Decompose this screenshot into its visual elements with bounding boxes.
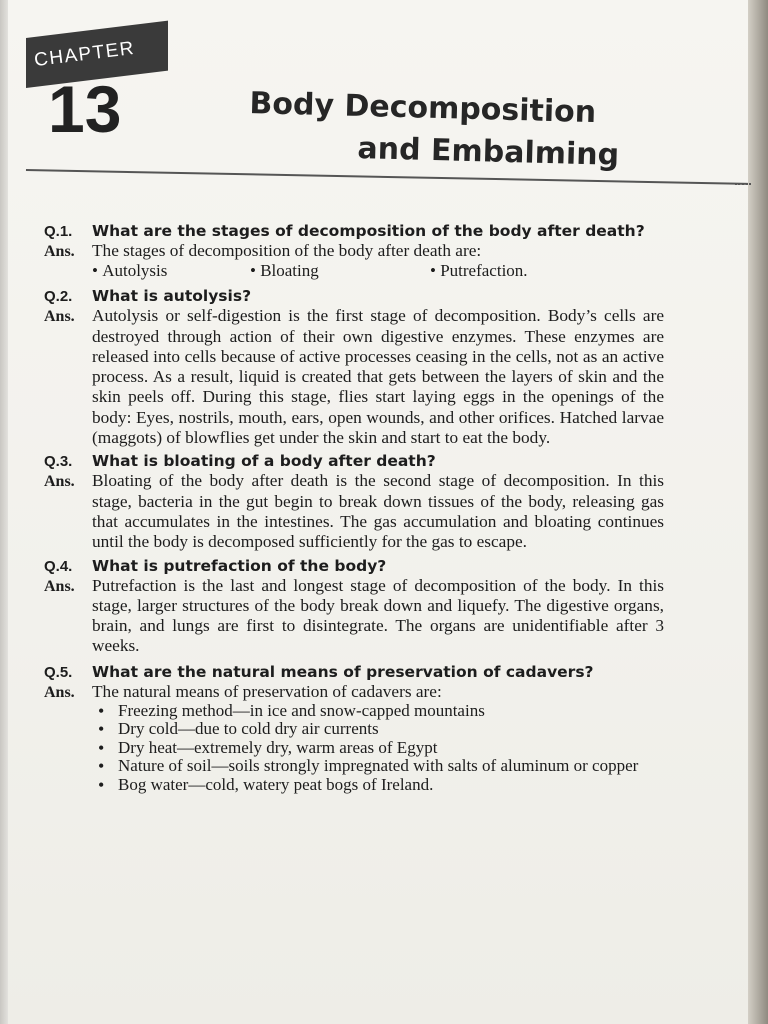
question-row	[44, 222, 664, 241]
question-label: Q.5.	[44, 663, 73, 681]
bullet-list	[92, 702, 664, 794]
qa-block-3	[44, 452, 664, 552]
qa-block-1	[44, 222, 664, 281]
question-row	[44, 287, 664, 306]
title-divider	[26, 169, 748, 185]
chapter-number: 13	[48, 72, 122, 146]
answer-label: Ans.	[44, 308, 75, 326]
answer-label: Ans.	[44, 243, 75, 260]
list-item: • Dry heat—extremely dry, warm areas of Egypt	[92, 739, 664, 757]
answer-text: Bloating of the body after death is the second stage of decomposition. In this stage, bacteria in the gut begin to break down tissues of the body, releasing gas that accumulates in the intestines. The gas accumulation and bloating continues until the body is decomposed sufficiently for the gas to escape.	[92, 471, 664, 552]
chapter-label: CHAPTER	[33, 37, 137, 72]
list-item: • Nature of soil—soils strongly impregnated with salts of aluminum or copper	[92, 757, 664, 775]
list-item: • Autolysis	[92, 261, 168, 281]
answer-label: Ans.	[44, 577, 75, 595]
list-item: • Putrefaction.	[430, 261, 528, 281]
question-text: What is putrefaction of the body?	[92, 556, 387, 575]
answer-label: Ans.	[44, 473, 75, 491]
question-row	[44, 452, 664, 471]
question-text: What are the stages of decomposition of the body after death?	[92, 222, 645, 240]
chapter-title-line-1: Body Decomposition	[249, 86, 597, 131]
qa-block-4	[44, 557, 664, 657]
qa-content	[44, 222, 664, 794]
qa-block-5	[44, 663, 664, 794]
question-text: What is autolysis?	[92, 287, 252, 306]
inline-bullet-list	[92, 261, 664, 281]
question-row	[44, 557, 664, 576]
list-item: • Bloating	[250, 261, 319, 281]
answer-row	[44, 241, 664, 281]
list-item: • Bog water—cold, watery peat bogs of Ireland.	[92, 776, 664, 794]
answer-row	[44, 306, 664, 448]
question-label: Q.3.	[44, 453, 73, 471]
question-text: What is bloating of a body after death?	[92, 452, 436, 471]
answer-text: Autolysis or self-digestion is the first stage of decomposition. Body’s cells are destroyed through action of their own digestive enzymes. These enzymes are released into cells because of active processes ceasing in the cells, not as an active process. As a result, liquid is created that gets between the layers of skin and the skin peels off. During this stage, flies start laying eggs in the openings of the body: Eyes, nostrils, mouth, ears, open wounds, and other orifices. Hatched larvae (maggots) of blowflies get under the skin and start to eat the body.	[92, 306, 664, 448]
qa-block-2	[44, 287, 664, 448]
question-label: Q.4.	[44, 557, 73, 575]
answer-row	[44, 682, 664, 794]
list-item: • Dry cold—due to cold dry air currents	[92, 720, 664, 738]
divider-dots	[735, 183, 751, 187]
question-label: Q.1.	[44, 223, 73, 240]
answer-text: The stages of decomposition of the body after death are:	[92, 241, 482, 260]
question-text: What are the natural means of preservation of cadavers?	[92, 662, 594, 681]
answer-text: The natural means of preservation of cadavers are:	[92, 681, 442, 701]
question-row	[44, 663, 664, 682]
question-label: Q.2.	[44, 288, 73, 306]
answer-row	[44, 576, 664, 657]
answer-row	[44, 471, 664, 552]
chapter-title-line-2: and Embalming	[357, 131, 620, 173]
answer-text: Putrefaction is the last and longest stage of decomposition of the body. In this stage, larger structures of the body break down and liquefy. The digestive organs, brain, and lungs are first to disintegrate. The organs are unidentifiable after 3 weeks.	[92, 575, 664, 656]
list-item: • Freezing method—in ice and snow-capped mountains	[92, 702, 664, 720]
answer-label: Ans.	[44, 683, 75, 701]
